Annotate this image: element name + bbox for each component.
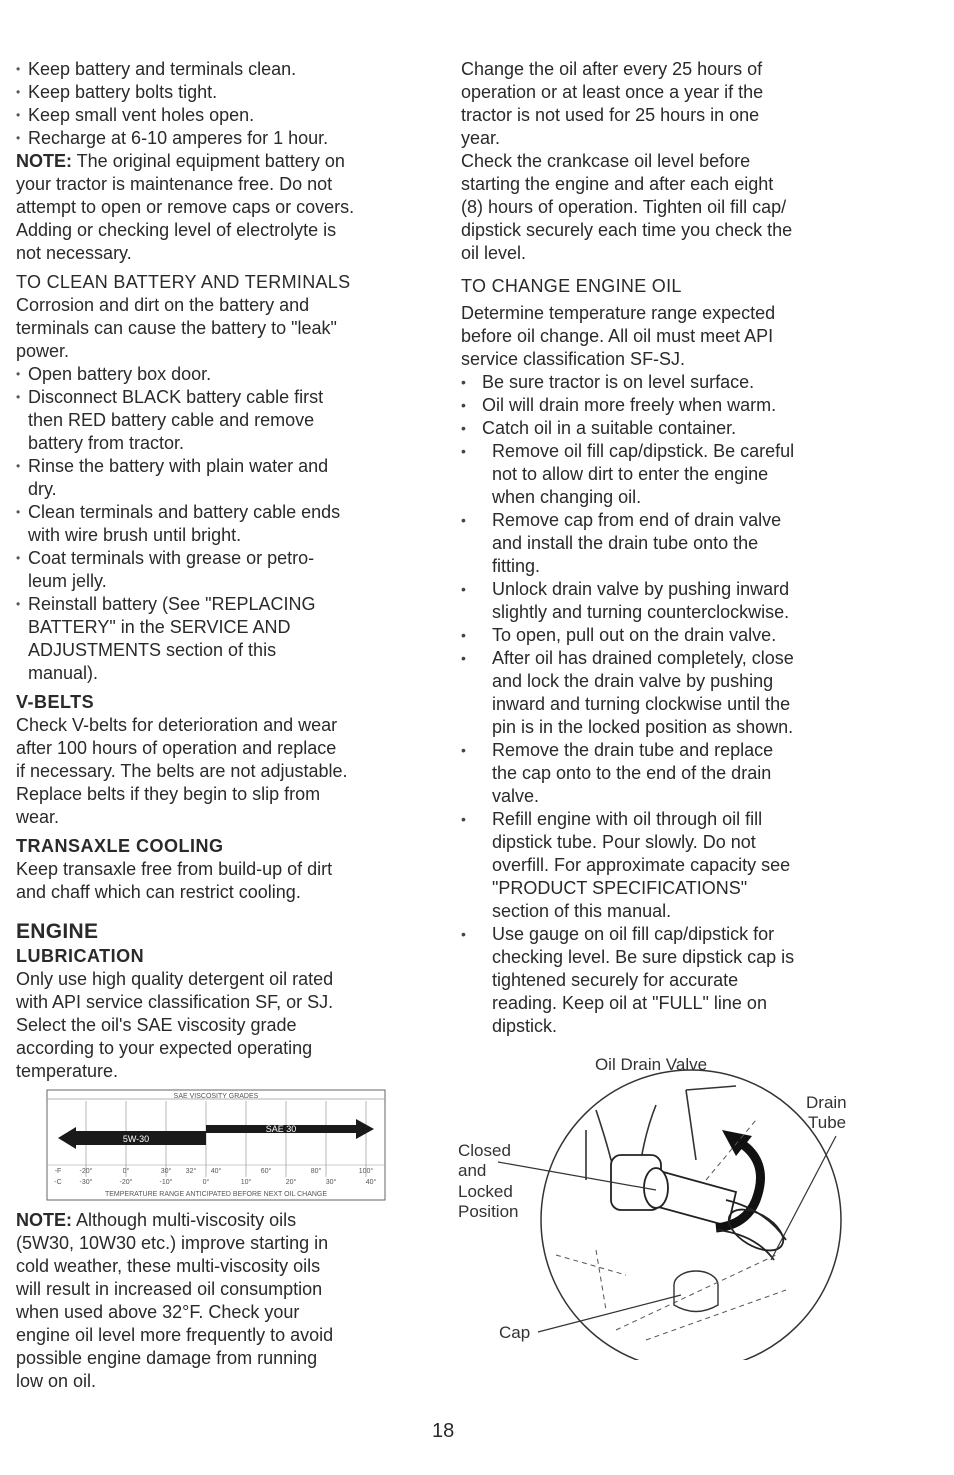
- battery-note: [16, 150, 436, 265]
- prep-bullet-list: [461, 371, 881, 440]
- lubrication-heading: LUBRICATION: [16, 946, 145, 966]
- oil-intro-line: Check the crankcase oil level before: [461, 151, 751, 171]
- f-tick: -F: [54, 1168, 62, 1175]
- transaxle-line: Keep transaxle free from build-up of dirt: [16, 859, 333, 879]
- oil-intro-line: Change the oil after every 25 hours of: [461, 59, 763, 79]
- battery-bullet-list: [16, 58, 436, 150]
- vbelts-line: wear.: [16, 807, 60, 827]
- change-step-line: • To open, pull out on the drain valve.: [492, 625, 777, 645]
- diagram-title: Oil Drain Valve: [594, 1055, 708, 1074]
- clean-intro-line: terminals can cause the battery to "leak": [16, 318, 337, 338]
- vbelts-heading: V-BELTS: [16, 692, 95, 712]
- note-text: engine oil level more frequently to avoid: [16, 1325, 334, 1345]
- change-step-line: when changing oil.: [492, 487, 642, 507]
- clean-step: [16, 547, 436, 593]
- clean-step: [16, 363, 436, 386]
- oil-intro-line: operation or at least once a year if the: [461, 82, 764, 102]
- change-step-line: pin is in the locked position as shown.: [492, 717, 794, 737]
- change-step-line: • Use gauge on oil fill cap/dipstick for: [492, 924, 775, 944]
- prep-bullet: • Oil will drain more freely when warm.: [461, 394, 881, 417]
- leader-line: [538, 1295, 681, 1332]
- f-tick: 40°: [210, 1168, 222, 1175]
- lubrication-line: according to your expected operating: [16, 1038, 313, 1058]
- note-text: not necessary.: [16, 243, 132, 263]
- change-step-line: and install the drain tube onto the: [492, 533, 759, 553]
- note-text: Although multi-viscosity oils: [72, 1210, 297, 1230]
- change-step-line: • After oil has drained completely, close: [492, 648, 794, 668]
- change-step-line: the cap onto to the end of the drain: [492, 763, 772, 783]
- oil-intro-line: year.: [461, 128, 501, 148]
- note-label: NOTE:: [16, 1210, 72, 1230]
- change-step-line: dipstick tube. Pour slowly. Do not: [492, 832, 756, 852]
- change-step-line: • Remove the drain tube and replace: [492, 740, 774, 760]
- page-number: 18: [432, 1420, 455, 1442]
- change-step: [461, 808, 881, 923]
- clean-steps-list: [16, 363, 436, 685]
- clean-intro-line: power.: [16, 341, 70, 361]
- f-tick: 100°: [358, 1168, 374, 1175]
- f-tick: 30°: [160, 1168, 172, 1175]
- note-text: The original equipment battery on: [72, 151, 345, 171]
- change-step: [461, 440, 881, 509]
- label-and: and: [458, 1161, 487, 1180]
- multi-viscosity-note: [16, 1209, 436, 1393]
- change-step-line: overfill. For approximate capacity see: [492, 855, 791, 875]
- note-text: attempt to open or remove caps or covers.: [16, 197, 355, 217]
- clean-step-line: • Clean terminals and battery cable ends: [28, 502, 341, 522]
- c-tick: -10°: [159, 1179, 173, 1186]
- f-tick: -20°: [79, 1168, 93, 1175]
- clean-step-line: manual).: [28, 663, 99, 683]
- chart-title: SAE VISCOSITY GRADES: [173, 1093, 259, 1100]
- sae-viscosity-chart: [46, 1089, 386, 1201]
- note-text: low on oil.: [16, 1371, 97, 1391]
- c-tick: 30°: [325, 1179, 337, 1186]
- c-tick: -C: [54, 1179, 62, 1186]
- change-steps-list: [461, 440, 881, 1038]
- clean-step-line: BATTERY" in the SERVICE AND: [28, 617, 291, 637]
- change-oil-heading: TO CHANGE ENGINE OIL: [461, 276, 682, 296]
- oil-intro-line: (8) hours of operation. Tighten oil fill cap/: [461, 197, 787, 217]
- change-step-line: checking level. Be sure dipstick cap is: [492, 947, 795, 967]
- label-locked: Locked: [458, 1182, 513, 1201]
- clean-step-line: dry.: [28, 479, 57, 499]
- vbelts-line: after 100 hours of operation and replace: [16, 738, 337, 758]
- transaxle-line: and chaff which can restrict cooling.: [16, 882, 301, 902]
- change-intro-line: before oil change. All oil must meet API: [461, 326, 774, 346]
- engine-heading: ENGINE: [16, 920, 99, 943]
- clean-step-line: with wire brush until bright.: [28, 525, 242, 545]
- right-column: [461, 58, 881, 1038]
- prep-bullet: • Catch oil in a suitable container.: [461, 417, 881, 440]
- change-step-line: reading. Keep oil at "FULL" line on: [492, 993, 767, 1013]
- change-step: [461, 739, 881, 808]
- change-step-line: • Refill engine with oil through oil fill: [492, 809, 763, 829]
- note-text: when used above 32°F. Check your: [16, 1302, 300, 1322]
- change-step-line: slightly and turning counterclockwise.: [492, 602, 790, 622]
- oil-intro-line: oil level.: [461, 243, 527, 263]
- battery-bullet: • Keep battery and terminals clean.: [16, 58, 436, 81]
- change-step-line: • Remove cap from end of drain valve: [492, 510, 782, 530]
- change-intro-line: service classification SF-SJ.: [461, 349, 686, 369]
- clean-step: [16, 386, 436, 455]
- change-step-line: and lock the drain valve by pushing: [492, 671, 774, 691]
- label-cap: Cap: [499, 1323, 531, 1342]
- lubrication-line: Select the oil's SAE viscosity grade: [16, 1015, 297, 1035]
- vbelts-line: if necessary. The belts are not adjustable.: [16, 761, 348, 781]
- c-tick: 40°: [365, 1179, 377, 1186]
- clean-step-line: leum jelly.: [28, 571, 107, 591]
- clean-step-line: then RED battery cable and remove: [28, 410, 315, 430]
- c-tick: 0°: [202, 1179, 210, 1186]
- leader-line: [771, 1136, 836, 1260]
- battery-bullet: • Keep battery bolts tight.: [16, 81, 436, 104]
- lubrication-line: temperature.: [16, 1061, 119, 1081]
- change-step-line: tightened securely for accurate: [492, 970, 739, 990]
- label-position: Position: [458, 1202, 519, 1221]
- change-step-line: fitting.: [492, 556, 541, 576]
- f-tick: 32°: [185, 1168, 197, 1175]
- f-tick: 0°: [122, 1168, 130, 1175]
- oil-intro-line: starting the engine and after each eight: [461, 174, 774, 194]
- prep-bullet: • Be sure tractor is on level surface.: [461, 371, 881, 394]
- clean-step: [16, 593, 436, 685]
- transaxle-heading: TRANSAXLE COOLING: [16, 836, 224, 856]
- clean-step-line: • Open battery box door.: [28, 364, 212, 384]
- lubrication-line: with API service classification SF, or SJ.: [16, 992, 334, 1012]
- c-tick: 20°: [285, 1179, 297, 1186]
- c-tick: -30°: [79, 1179, 93, 1186]
- note-text: will result in increased oil consumption: [16, 1279, 323, 1299]
- c-tick: 10°: [240, 1179, 252, 1186]
- oil-intro-line: tractor is not used for 25 hours in one: [461, 105, 760, 125]
- note-text: cold weather, these multi-viscosity oils: [16, 1256, 321, 1276]
- clean-intro-line: Corrosion and dirt on the battery and: [16, 295, 310, 315]
- clean-step-line: • Coat terminals with grease or petro-: [28, 548, 315, 568]
- chart-footer: TEMPERATURE RANGE ANTICIPATED BEFORE NEXT OIL CHANGE: [104, 1191, 328, 1198]
- clean-battery-heading: TO CLEAN BATTERY AND TERMINALS: [16, 272, 351, 292]
- note-text: (5W30, 10W30 etc.) improve starting in: [16, 1233, 329, 1253]
- bar-5w30-label: 5W-30: [122, 1134, 150, 1144]
- change-step: [461, 923, 881, 1038]
- clean-step-line: • Disconnect BLACK battery cable first: [28, 387, 324, 407]
- change-step-line: • Remove oil fill cap/dipstick. Be careful: [492, 441, 795, 461]
- lubrication-line: Only use high quality detergent oil rated: [16, 969, 334, 989]
- change-step-line: section of this manual.: [492, 901, 672, 921]
- label-closed: Closed: [458, 1141, 511, 1160]
- change-step-line: inward and turning clockwise until the: [492, 694, 791, 714]
- change-step: [461, 624, 881, 647]
- change-step: [461, 578, 881, 624]
- clean-step-line: • Reinstall battery (See "REPLACING: [28, 594, 316, 614]
- vbelts-line: Replace belts if they begin to slip from: [16, 784, 321, 804]
- change-step-line: dipstick.: [492, 1016, 558, 1036]
- vbelts-line: Check V-belts for deterioration and wear: [16, 715, 338, 735]
- c-tick: -20°: [119, 1179, 133, 1186]
- note-text: Adding or checking level of electrolyte is: [16, 220, 337, 240]
- clean-step-line: • Rinse the battery with plain water and: [28, 456, 329, 476]
- change-step-line: • Unlock drain valve by pushing inward: [492, 579, 790, 599]
- note-text: possible engine damage from running: [16, 1348, 318, 1368]
- battery-bullet: • Recharge at 6-10 amperes for 1 hour.: [16, 127, 436, 150]
- clean-step-line: battery from tractor.: [28, 433, 185, 453]
- change-step: [461, 647, 881, 739]
- clean-step: [16, 501, 436, 547]
- change-step-line: "PRODUCT SPECIFICATIONS": [492, 878, 748, 898]
- left-column: [16, 58, 436, 1393]
- change-step-line: valve.: [492, 786, 540, 806]
- change-intro-line: Determine temperature range expected: [461, 303, 776, 323]
- clean-step: [16, 455, 436, 501]
- label-drain: Drain: [806, 1093, 847, 1112]
- note-text: your tractor is maintenance free. Do not: [16, 174, 333, 194]
- valve-body: [611, 1155, 736, 1226]
- change-step-line: not to allow dirt to enter the engine: [492, 464, 769, 484]
- f-tick: 60°: [260, 1168, 272, 1175]
- battery-bullet: • Keep small vent holes open.: [16, 104, 436, 127]
- clean-step-line: ADJUSTMENTS section of this: [28, 640, 277, 660]
- note-label: NOTE:: [16, 151, 72, 171]
- oil-intro-line: dipstick securely each time you check the: [461, 220, 793, 240]
- change-step: [461, 509, 881, 578]
- bar-sae30-label: SAE 30: [265, 1124, 297, 1134]
- f-tick: 80°: [310, 1168, 322, 1175]
- cap-part: [674, 1271, 718, 1312]
- oil-drain-valve-diagram: [456, 1050, 876, 1360]
- label-tube: Tube: [808, 1113, 847, 1132]
